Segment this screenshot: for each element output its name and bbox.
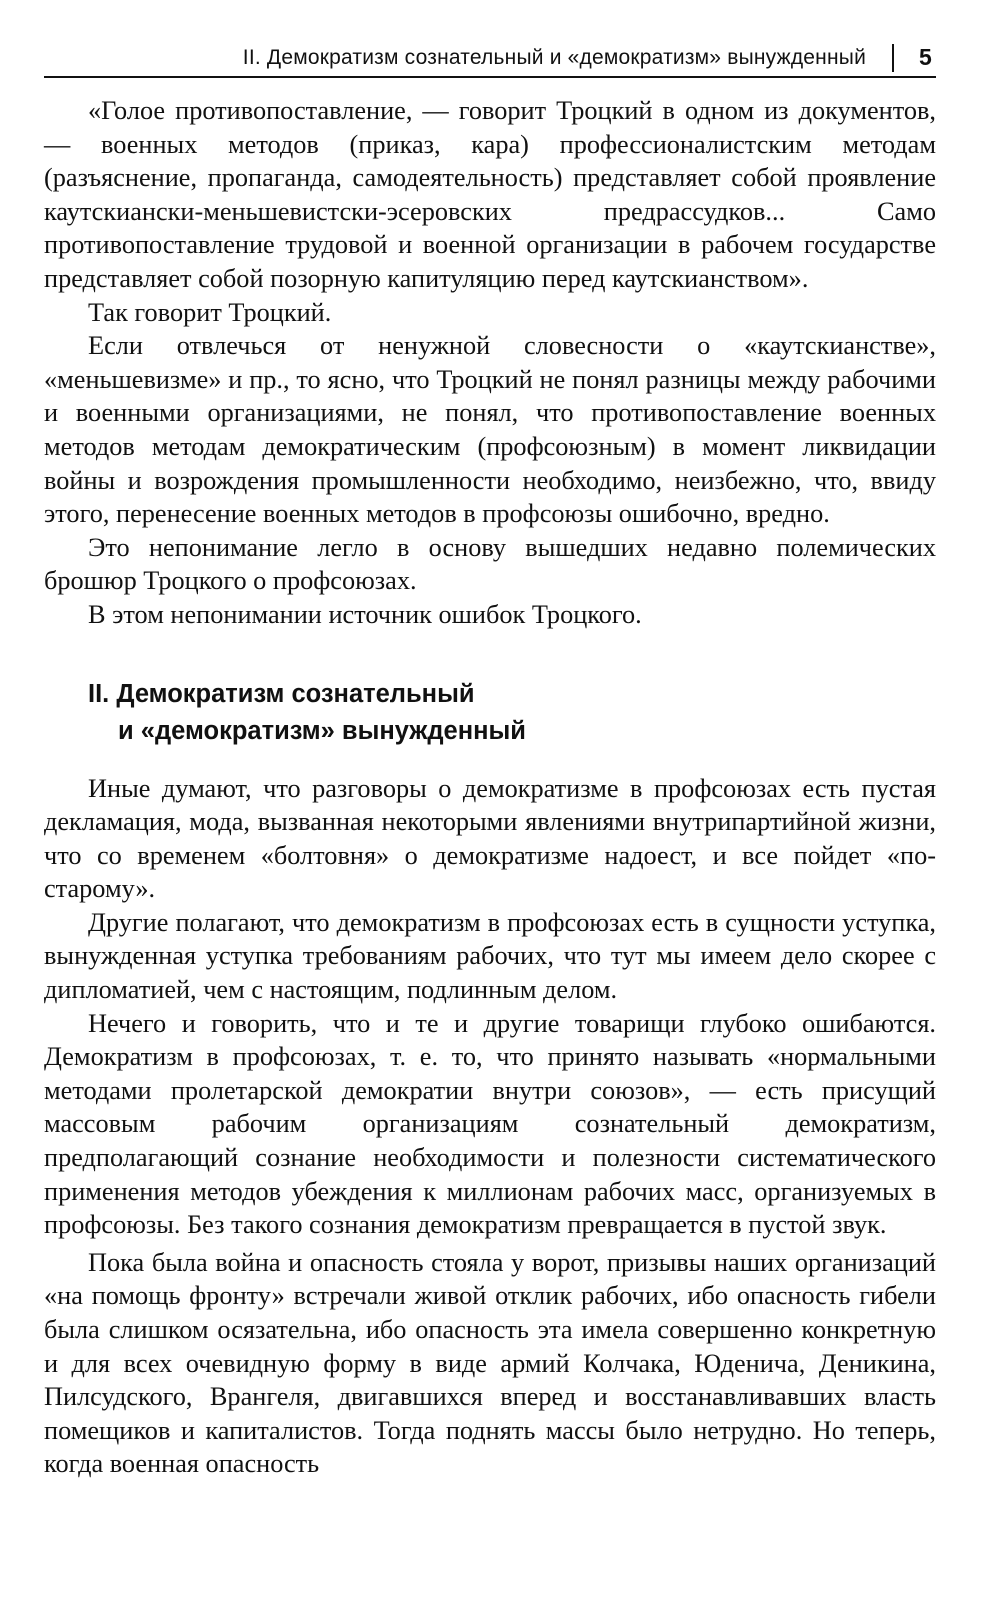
paragraph: Нечего и говорить, что и те и другие товарищи глубоко ошибаются. Демократизм в профсоюзах, т. е. то, что принято называть «нормальными методами пролетарской демократии внутри союзов», — есть присущий массовым рабочим организациям сознательный демократизм, предполагающий сознание необходимости и полезности систематического применения методов убеждения к миллионам рабочих масс, организуемых в профсоюзы. Без такого сознания демократизм превращается в пустой звук. [44,1008,936,1240]
paragraph: «Голое противопоставление, — говорит Троцкий в одном из документов, — военных методов (приказ, кара) профессионалистским методам (разъяснение, пропаганда, самодеятельность) представляет собой проявление каутскиански-меньшевистски-эсеровских предрассудков... Само противопоставление трудовой и военной организации в рабочем государстве представляет собой позорную капитуляцию перед каутскианством». [44,96,936,293]
page-number: 5 [919,44,932,70]
running-head-title: II. Демократизм сознательный и «демократизм» вынужденный [242,46,866,69]
paragraph: Другие полагают, что демократизм в профсоюзах есть в сущности уступка, вынужденная уступка требованиям рабочих, что тут мы имеем дело скорее с дипломатией, чем с настоящим, подлинным делом. [44,907,936,1005]
running-head [44,36,936,78]
running-head-separator [892,44,894,72]
paragraph: Это непонимание легло в основу вышедших недавно полемических брошюр Троцкого о профсоюзах. [44,532,936,596]
paragraph: Пока была война и опасность стояла у ворот, призывы наших организаций «на помощь фронту» встречали живой отклик рабочих, ибо опасность гибели была слишком осязательна, ибо опасность эта имела совершенно конкретную и для всех очевидную форму в виде армий Колчака, Юденича, Деникина, Пилсудского, Врангеля, двигавшихся вперед и восстанавливавших власть помещиков и капиталистов. Тогда поднять массы было нетрудно. Но теперь, когда военная опасность [44,1247,936,1479]
paragraph: В этом непонимании источник ошибок Троцкого. [88,599,642,629]
paragraph: Если отвлечься от ненужной словесности о «каутскианстве», «меньшевизме» и пр., то ясно, что Троцкий не понял разницы между рабочими и военными организациями, не понял, что противопоставление военных методов методам демократическим (профсоюзным) в момент ликвидации войны и возрождения промышленности необходимо, неизбежно, что, ввиду этого, перенесение военных методов в профсоюзы ошибочно, вредно. [44,331,936,529]
section-heading-line-1: II. Демократизм сознательный [88,679,475,708]
section-body [44,772,936,1481]
paragraph: Иные думают, что разговоры о демократизме в профсоюзах есть пустая декламация, мода, вызванная некоторыми явлениями внутрипартийной жизни, что со временем «болтовня» о демократизме надоест, и все пойдет «по-старому». [44,773,936,904]
paragraph: Так говорит Троцкий. [88,297,332,327]
section-heading-line-2: и «демократизм» вынужденный [118,716,526,745]
body-text [44,94,936,1481]
book-page [44,36,936,1481]
section-heading [88,676,936,750]
